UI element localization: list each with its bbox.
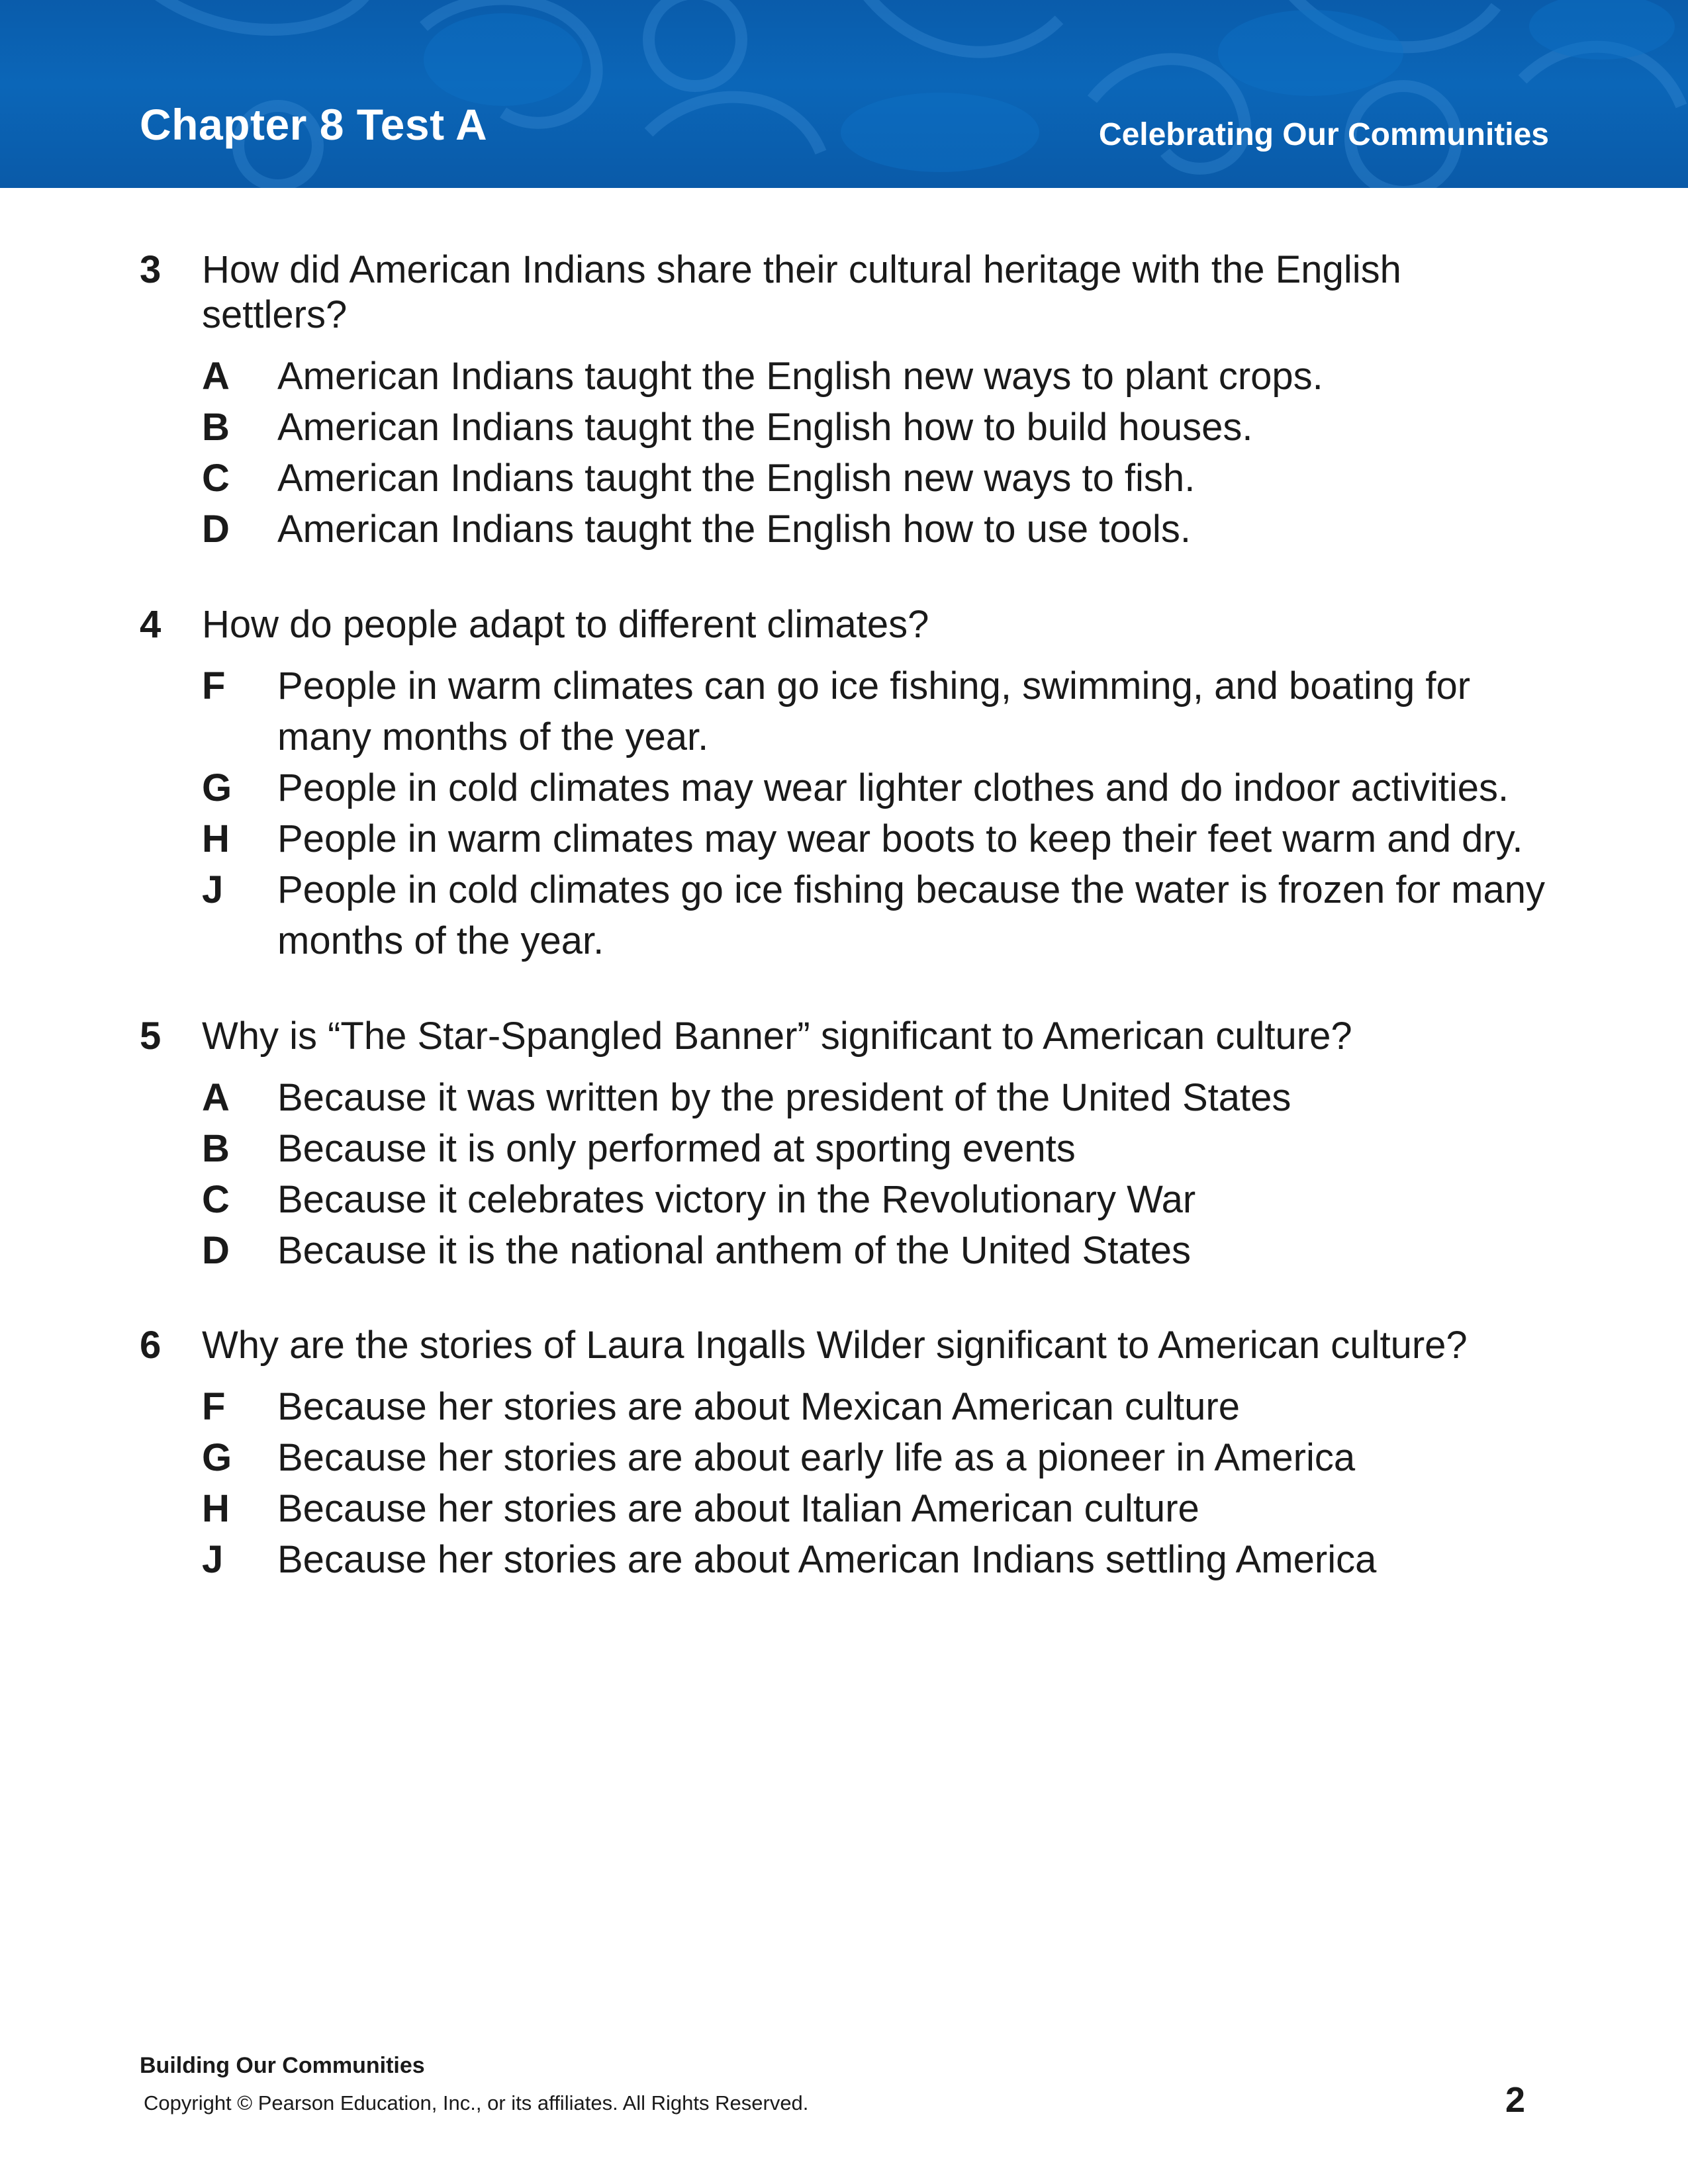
answer-option-a[interactable] (140, 351, 1556, 402)
option-text: Because her stories are about American Indians settling America (277, 1538, 1377, 1581)
question-5 (140, 1014, 1556, 1276)
option-letter: B (202, 1127, 230, 1170)
option-text: American Indians taught the English new ways to fish. (277, 457, 1196, 500)
option-text: Because it was written by the president of the United States (277, 1076, 1291, 1119)
answer-option-c[interactable] (140, 453, 1556, 504)
header-banner (0, 0, 1688, 188)
option-letter: J (202, 868, 224, 911)
option-letter: B (202, 406, 230, 449)
answer-option-c[interactable] (140, 1174, 1556, 1225)
question-stem (140, 1014, 1556, 1059)
answer-option-j[interactable] (140, 864, 1556, 966)
answer-option-b[interactable] (140, 402, 1556, 453)
answer-option-f[interactable] (140, 1381, 1556, 1432)
option-text: Because it is only performed at sporting events (277, 1127, 1076, 1170)
option-letter: H (202, 817, 230, 860)
option-letter: G (202, 1436, 232, 1479)
footer-book-title: Building Our Communities (140, 2053, 425, 2078)
option-text: Because it is the national anthem of the United States (277, 1229, 1191, 1272)
footer-copyright: Copyright © Pearson Education, Inc., or its affiliates. All Rights Reserved. (144, 2091, 809, 2115)
option-letter: J (202, 1538, 224, 1581)
option-letter: A (202, 1076, 230, 1119)
answer-option-h[interactable] (140, 1483, 1556, 1534)
chapter-title: Chapter 8 Test A (140, 100, 488, 149)
question-text: Why is “The Star-Spangled Banner” significant to American culture? (202, 1015, 1352, 1058)
answer-options (140, 1381, 1556, 1585)
question-text: How do people adapt to different climates? (202, 603, 929, 646)
option-text: People in cold climates may wear lighter clothes and do indoor activities. (277, 766, 1509, 809)
question-number: 4 (140, 603, 162, 646)
question-text: Why are the stories of Laura Ingalls Wilder significant to American culture? (202, 1324, 1468, 1367)
option-letter: D (202, 508, 230, 551)
question-6 (140, 1323, 1556, 1585)
option-letter: C (202, 1178, 230, 1221)
question-stem (140, 1323, 1556, 1368)
question-number: 6 (140, 1324, 162, 1367)
answer-option-f[interactable] (140, 660, 1556, 762)
option-text: American Indians taught the English how to build houses. (277, 406, 1253, 449)
answer-option-h[interactable] (140, 813, 1556, 864)
question-number: 5 (140, 1015, 162, 1058)
question-4 (140, 602, 1556, 966)
option-text: People in cold climates go ice fishing because the water is frozen for many months of the year. (277, 868, 1545, 962)
option-text: People in warm climates can go ice fishing, swimming, and boating for many months of the year. (277, 664, 1471, 758)
page-number: 2 (1505, 2080, 1525, 2120)
answer-options (140, 1072, 1556, 1276)
option-text: American Indians taught the English how to use tools. (277, 508, 1191, 551)
answer-option-j[interactable] (140, 1534, 1556, 1585)
option-letter: G (202, 766, 232, 809)
question-text: How did American Indians share their cultural heritage with the English settlers? (202, 248, 1401, 336)
option-text: Because her stories are about Italian American culture (277, 1487, 1199, 1530)
answer-option-g[interactable] (140, 1432, 1556, 1483)
option-letter: F (202, 1385, 226, 1428)
question-number: 3 (140, 248, 162, 291)
option-letter: D (202, 1229, 230, 1272)
option-text: People in warm climates may wear boots to keep their feet warm and dry. (277, 817, 1523, 860)
unit-subtitle: Celebrating Our Communities (1098, 117, 1549, 152)
option-letter: C (202, 457, 230, 500)
answer-option-b[interactable] (140, 1123, 1556, 1174)
answer-options (140, 351, 1556, 555)
option-text: Because her stories are about Mexican American culture (277, 1385, 1240, 1428)
answer-option-d[interactable] (140, 504, 1556, 555)
answer-option-d[interactable] (140, 1225, 1556, 1276)
answer-option-g[interactable] (140, 762, 1556, 813)
answer-option-a[interactable] (140, 1072, 1556, 1123)
option-letter: A (202, 355, 230, 398)
option-text: Because her stories are about early life as a pioneer in America (277, 1436, 1356, 1479)
option-letter: F (202, 664, 226, 707)
question-3 (140, 248, 1556, 555)
question-stem (140, 248, 1556, 338)
answer-options (140, 660, 1556, 966)
question-stem (140, 602, 1556, 647)
banner-swirl-pattern (0, 0, 1688, 188)
option-text: American Indians taught the English new ways to plant crops. (277, 355, 1323, 398)
option-text: Because it celebrates victory in the Revolutionary War (277, 1178, 1196, 1221)
option-letter: H (202, 1487, 230, 1530)
